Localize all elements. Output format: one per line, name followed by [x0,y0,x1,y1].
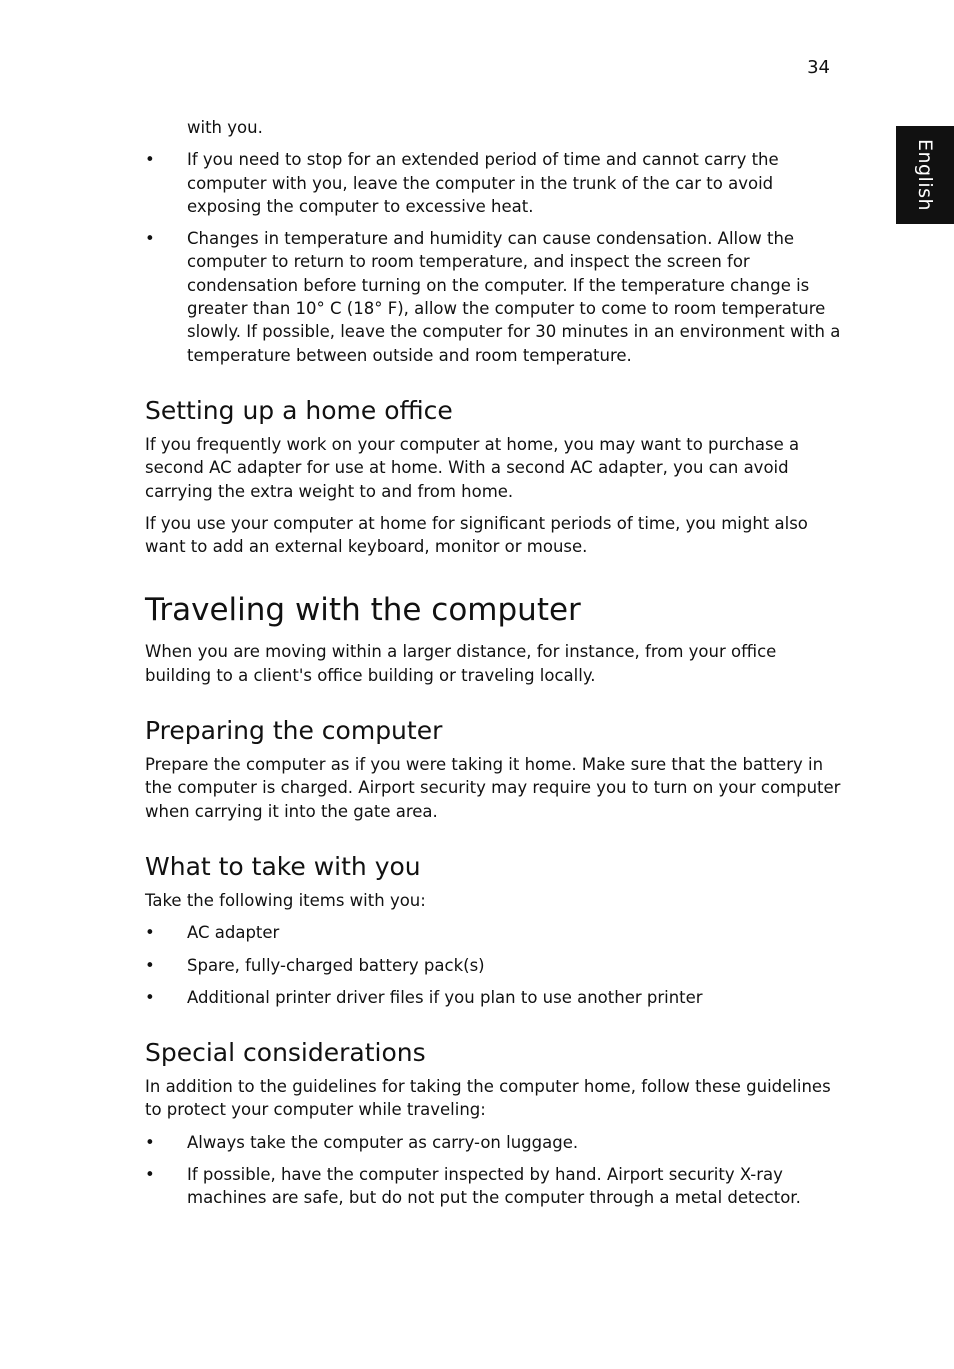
heading-traveling: Traveling with the computer [145,592,581,629]
intro-continuation: with you. [187,118,263,137]
heading-preparing: Preparing the computer [145,716,443,746]
list-item-text: Changes in temperature and humidity can cause condensation. Allow the computer to return to room temperature, and inspect the screen for condensation before turning on the computer. If the temperature change is greater than 10° C (18° F), allow the computer to come to room temperature slowly. If possible, leave the computer for 30 minutes in an environment with a temperature between outside and room temperature. [187,229,841,365]
list-item [145,954,845,977]
heading-what-to-take: What to take with you [145,851,421,881]
preparing-paragraph: Prepare the computer as if you were taking it home. Make sure that the battery in the computer is charged. Airport security may require you to turn on your computer when carrying it into the gate area. [145,755,841,821]
list-item-text: If possible, have the computer inspected by hand. Airport security X-ray machines are safe, but do not put the computer through a metal detector. [187,1165,801,1208]
page-number: 34 [807,57,830,78]
what-to-take-paragraph: Take the following items with you: [145,890,426,910]
heading-special-considerations: Special considerations [145,1038,426,1068]
list-item-text: If you need to stop for an extended period of time and cannot carry the computer with you, leave the computer in the trunk of the car to avoid exposing the computer to excessive heat. [187,150,779,216]
list-item-text: Additional printer driver files if you plan to use another printer [187,987,703,1007]
list-item [145,986,845,1009]
bullet-marker: • [145,1132,155,1152]
intro-bullet-list [145,148,845,367]
traveling-paragraph: When you are moving within a larger distance, for instance, from your office building to a client's office building or traveling locally. [145,642,777,685]
home-office-paragraph: If you use your computer at home for significant periods of time, you might also want to add an external keyboard, monitor or mouse. [145,513,808,557]
home-office-paragraph: If you frequently work on your computer at home, you may want to purchase a second AC adapter for use at home. With a second AC adapter, you can avoid carrying the extra weight to and from home. [145,434,800,501]
list-item-text: Spare, fully-charged battery pack(s) [187,955,485,975]
bullet-marker: • [145,923,155,943]
special-list [145,1131,845,1210]
list-item [145,1163,845,1210]
language-side-tab-label: English [914,138,936,212]
list-item-text: AC adapter [187,923,280,943]
bullet-marker: • [145,229,155,249]
list-item [145,148,845,218]
special-paragraph: In addition to the guidelines for taking the computer home, follow these guidelines to protect your computer while traveling: [145,1077,831,1120]
bullet-marker: • [145,987,155,1007]
heading-home-office: Setting up a home office [145,395,453,425]
what-to-take-list [145,921,845,1009]
language-side-tab [896,126,954,224]
bullet-marker: • [145,955,155,975]
page-content [145,116,845,1219]
list-item-text: Always take the computer as carry-on luggage. [187,1132,579,1152]
list-item [145,227,845,367]
bullet-marker: • [145,1165,155,1185]
bullet-marker: • [145,150,155,170]
list-item [145,1131,845,1154]
list-item [145,921,845,944]
